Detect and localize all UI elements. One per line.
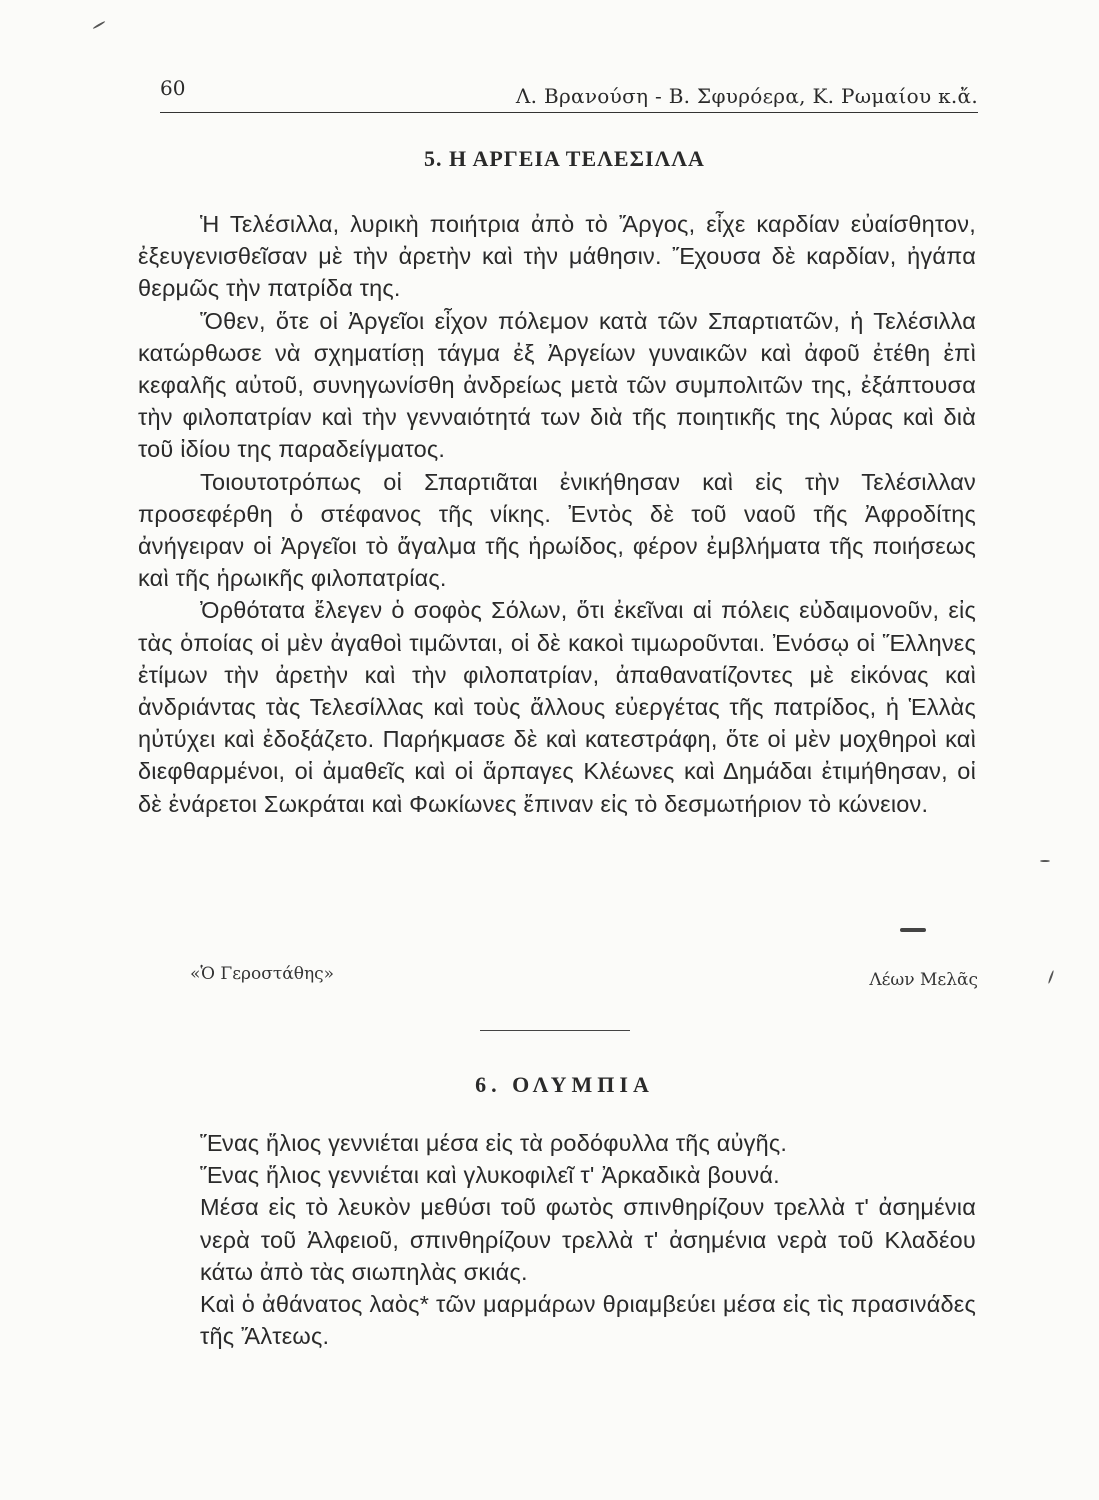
scan-speck xyxy=(92,21,105,30)
poem-line: Μέσα εἰς τὸ λευκὸν μεθύσι τοῦ φωτὸς σπινθηρίζουν τρελλὰ τ' ἀσημένια νερὰ τοῦ Ἀλφειοῦ, σπινθηρίζουν τρελλὰ τ' ἀσημένια νερὰ τοῦ Κλαδέου κάτω ἀπὸ τὰς σιωπηλὰς σκιάς. xyxy=(200,1194,976,1285)
section-body xyxy=(138,208,976,820)
author-name: Λέων Μελᾶς xyxy=(869,970,978,990)
decorative-flourish xyxy=(900,928,926,932)
paragraph: Ὅθεν, ὅτε οἱ Ἀργεῖοι εἶχον πόλεμον κατὰ τῶν Σπαρτιατῶν, ἡ Τελέσιλλα κατώρθωσε νὰ σχηματίσῃ τάγμα ἐξ Ἀργείων γυναικῶν καὶ ἀφοῦ ἐτέθη ἐπὶ κεφαλῆς αὐτοῦ, συνηγωνίσθη ἀνδρείως μετὰ τῶν συμπολιτῶν της, ἐξάπτουσα τὴν φιλοπατρίαν καὶ τὴν γενναιότητά των διὰ τῆς ποιητικῆς της λύρας καὶ διὰ τοῦ ἰδίου της παραδείγματος. xyxy=(138,307,976,463)
poem-line: Καὶ ὁ ἀθάνατος λαὸς* τῶν μαρμάρων θριαμβεύει μέσα εἰς τὶς πρασινάδες τῆς Ἄλτεως. xyxy=(200,1291,976,1350)
section-title: 6. ΟΛΥΜΠΙΑ xyxy=(475,1072,654,1097)
attribution xyxy=(160,964,978,994)
poem-line: Ἕνας ἥλιος γεννιέται καὶ γλυκοφιλεῖ τ' Ἀρκαδικὰ βουνά. xyxy=(200,1162,780,1189)
paragraph: Ὀρθότατα ἔλεγεν ὁ σοφὸς Σόλων, ὅτι ἐκεῖναι αἱ πόλεις εὐδαιμονοῦν, εἰς τὰς ὁποίας οἱ μὲν ἀγαθοὶ τιμῶνται, οἱ δὲ κακοὶ τιμωροῦνται. Ἐνόσῳ οἱ Ἕλληνες ἐτίμων τὴν ἀρετὴν καὶ τὴν φιλοπατρίαν, ἀπαθανατίζοντες μὲ εἰκόνας καὶ ἀνδριάντας τὰς Τελεσίλλας καὶ τοὺς ἄλλους εὐεργέτας τῆς πατρίδος, ἡ Ἑλλὰς ηὐτύχει καὶ ἐδοξάζετο. Παρήκμασε δὲ καὶ κατεστράφη, ὅτε οἱ μὲν μοχθηροὶ καὶ διεφθαρμένοι, οἱ ἀμαθεῖς καὶ οἱ ἅρπαγες Κλέωνες καὶ Δημάδαι ἐτιμήθησαν, οἱ δὲ ἐνάρετοι Σωκράται καὶ Φωκίωνες ἔπιναν εἰς τὸ δεσμωτήριον τὸ κώνειον. xyxy=(138,597,976,817)
source-title: «Ὁ Γεροστάθης» xyxy=(190,964,335,984)
page-header xyxy=(160,72,978,113)
poem-line: Ἕνας ἥλιος γεννιέται μέσα εἰς τὰ ροδόφυλλα τῆς αὐγῆς. xyxy=(200,1130,788,1156)
scan-speck xyxy=(1040,860,1050,862)
page-number: 60 xyxy=(160,76,186,100)
scan-speck xyxy=(1048,970,1055,984)
paragraph: Τοιουτοτρόπως οἱ Σπαρτιᾶται ἐνικήθησαν καὶ εἰς τὴν Τελέσιλλαν προσεφέρθη ὁ στέφανος τῆς νίκης. Ἐντὸς δὲ τοῦ ναοῦ τῆς Ἀφροδίτης ἀνήγειραν οἱ Ἀργεῖοι τὸ ἄγαλμα τῆς ἡρωίδος, φέρον ἐμβλήματα τῆς ποιήσεως καὶ τῆς ἡρωικῆς φιλοπατρίας. xyxy=(138,468,976,592)
poem-body xyxy=(200,1127,976,1352)
section-title: 5. Η ΑΡΓΕΙΑ ΤΕΛΕΣΙΛΛΑ xyxy=(424,146,705,171)
running-head: Λ. Βρανούση - Β. Σφυρόερα, Κ. Ρωμαίου κ.ἄ. xyxy=(515,84,978,108)
paragraph: Ἡ Τελέσιλλα, λυρικὴ ποιήτρια ἀπὸ τὸ Ἄργος, εἶχε καρδίαν εὐαίσθητον, ἐξευγενισθεῖσαν μὲ τὴν ἀρετὴν καὶ τὴν μάθησιν. Ἔχουσα δὲ καρδίαν, ἠγάπα θερμῶς τὴν πατρίδα της. xyxy=(138,211,976,302)
section-divider xyxy=(480,1030,630,1031)
